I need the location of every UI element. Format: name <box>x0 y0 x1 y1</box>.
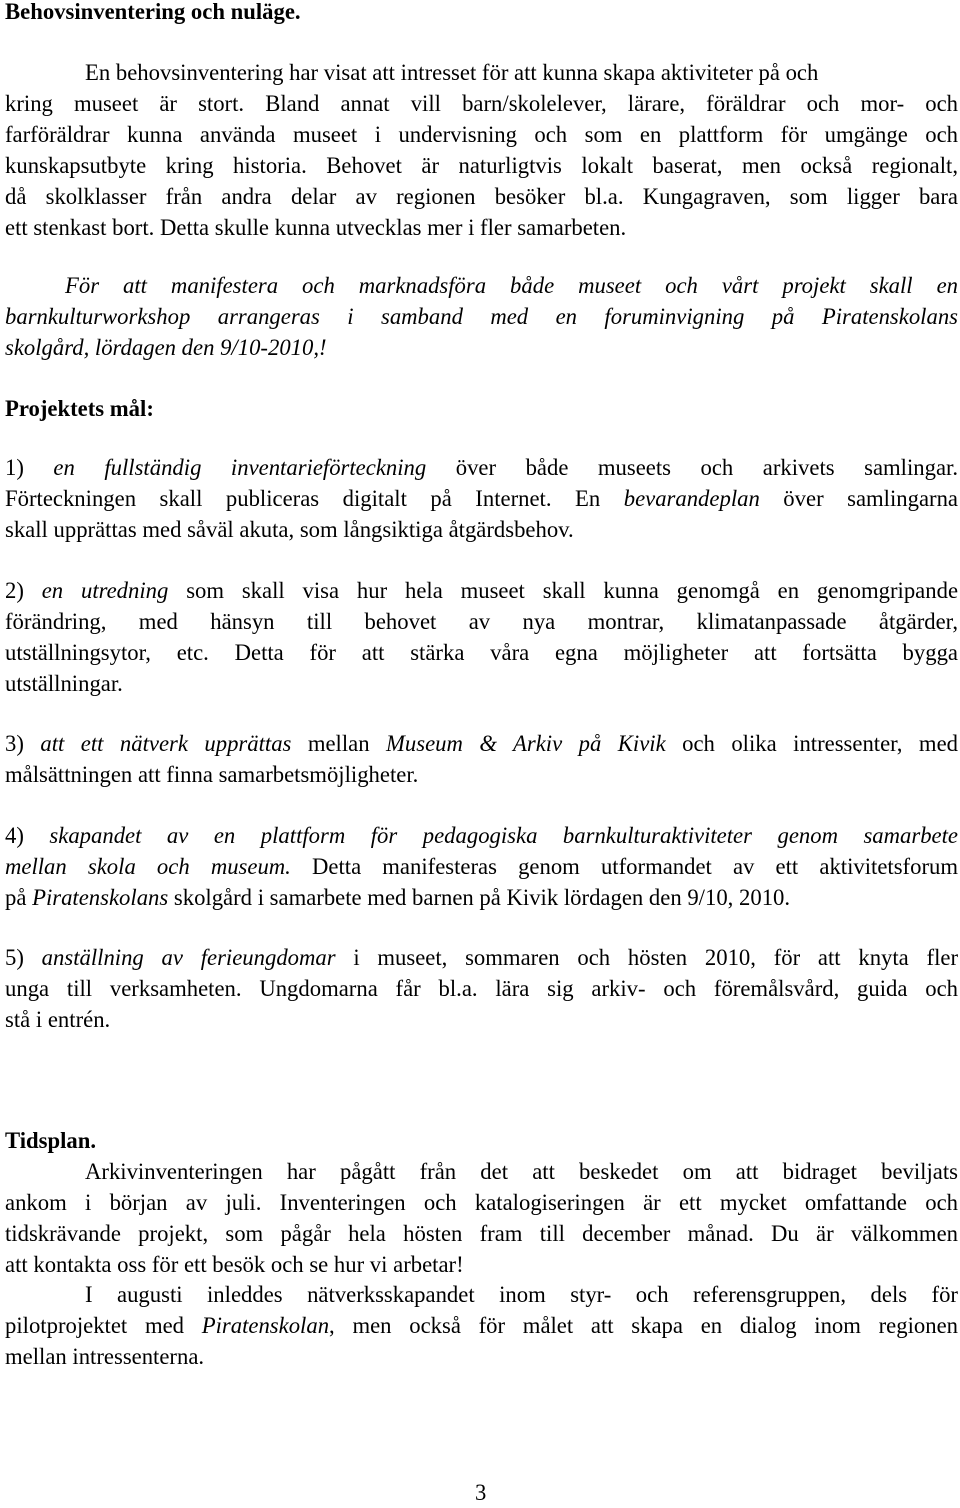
goal-5-line: 5) anställning av ferieungdomar i museet, sommaren och hösten 2010, för att knyta fler <box>5 945 958 970</box>
goal-2-line: 2) en utredning som skall visa hur hela museet skall kunna genomgå en genomgripande <box>5 578 959 603</box>
page-number: 3 <box>475 1480 487 1505</box>
document-page <box>5 0 958 1504</box>
paragraph-line: mellan intressenterna. <box>5 1344 205 1369</box>
goal-3-line: målsättningen att finna samarbetsmöjligheter. <box>5 762 419 787</box>
section-heading-timeline: Tidsplan. <box>5 1128 97 1153</box>
goal-4-line: 4) skapandet av en plattform för pedagogiska barnkulturaktiviteter genom samarbete <box>5 823 958 848</box>
goal-4-line: mellan skola och museum. Detta manifesteras genom utformandet av ett aktivitetsforum <box>5 854 958 879</box>
paragraph-line: Arkivinventeringen har pågått från det att beskedet om att bidraget beviljats <box>85 1159 958 1184</box>
goal-1-line: Förteckningen skall publiceras digitalt på Internet. En bevarandeplan över samlingarna <box>5 486 958 511</box>
paragraph-line: då skolklasser från andra delar av regionen besöker bl.a. Kungagraven, som ligger bara <box>5 184 958 209</box>
paragraph-line: En behovsinventering har visat att intresset för att kunna skapa aktiviteter på och <box>85 60 819 85</box>
paragraph-line: tidskrävande projekt, som pågår hela hösten fram till december månad. Du är välkommen <box>5 1221 958 1246</box>
italic-paragraph-line: skolgård, lördagen den 9/10-2010,! <box>5 335 327 360</box>
goal-4-line: på Piratenskolans skolgård i samarbete med barnen på Kivik lördagen den 9/10, 2010. <box>5 885 791 910</box>
italic-paragraph-line: För att manifestera och marknadsföra både museet och vårt projekt skall en <box>65 273 958 298</box>
section-heading-goals: Projektets mål: <box>5 396 154 421</box>
paragraph-line: att kontakta oss för ett besök och se hur vi arbetar! <box>5 1252 464 1277</box>
goal-2-line: utställningsytor, etc. Detta för att stärka våra egna möjligheter att fortsätta bygga <box>5 640 958 665</box>
section-heading-needs: Behovsinventering och nuläge. <box>5 0 301 24</box>
goal-5-line: unga till verksamheten. Ungdomarna får bl.a. lära sig arkiv- och föremålsvård, guida och <box>5 976 958 1001</box>
paragraph-line: kunskapsutbyte kring historia. Behovet är naturligtvis lokalt baserat, men också regionalt, <box>5 153 958 178</box>
paragraph-line: I augusti inleddes nätverksskapandet inom styr- och referensgruppen, dels för <box>85 1282 958 1307</box>
paragraph-line: kring museet är stort. Bland annat vill barn/skolelever, lärare, föräldrar och mor- och <box>5 91 958 116</box>
paragraph-line: pilotprojektet med Piratenskolan, men också för målet att skapa en dialog inom regionen <box>5 1313 959 1338</box>
paragraph-line: ankom i början av juli. Inventeringen och katalogiseringen är ett mycket omfattande och <box>5 1190 958 1215</box>
paragraph-line: farföräldrar kunna använda museet i undervisning och som en plattform för umgänge och <box>5 122 958 147</box>
goal-3-line: 3) att ett nätverk upprättas mellan Museum & Arkiv på Kivik och olika intressenter, med <box>5 731 958 756</box>
goal-5-line: stå i entrén. <box>5 1007 111 1032</box>
goal-2-line: utställningar. <box>5 671 123 696</box>
goal-1-line: skall upprättas med såväl akuta, som långsiktiga åtgärdsbehov. <box>5 517 574 542</box>
italic-paragraph-line: barnkulturworkshop arrangeras i samband med en foruminvigning på Piratenskolans <box>5 304 958 329</box>
paragraph-line: ett stenkast bort. Detta skulle kunna utvecklas mer i fler samarbeten. <box>5 215 627 240</box>
goal-1-line: 1) en fullständig inventarieförteckning över både museets och arkivets samlingar. <box>5 455 958 480</box>
goal-2-line: förändring, med hänsyn till behovet av nya montrar, klimatanpassade åtgärder, <box>5 609 958 634</box>
